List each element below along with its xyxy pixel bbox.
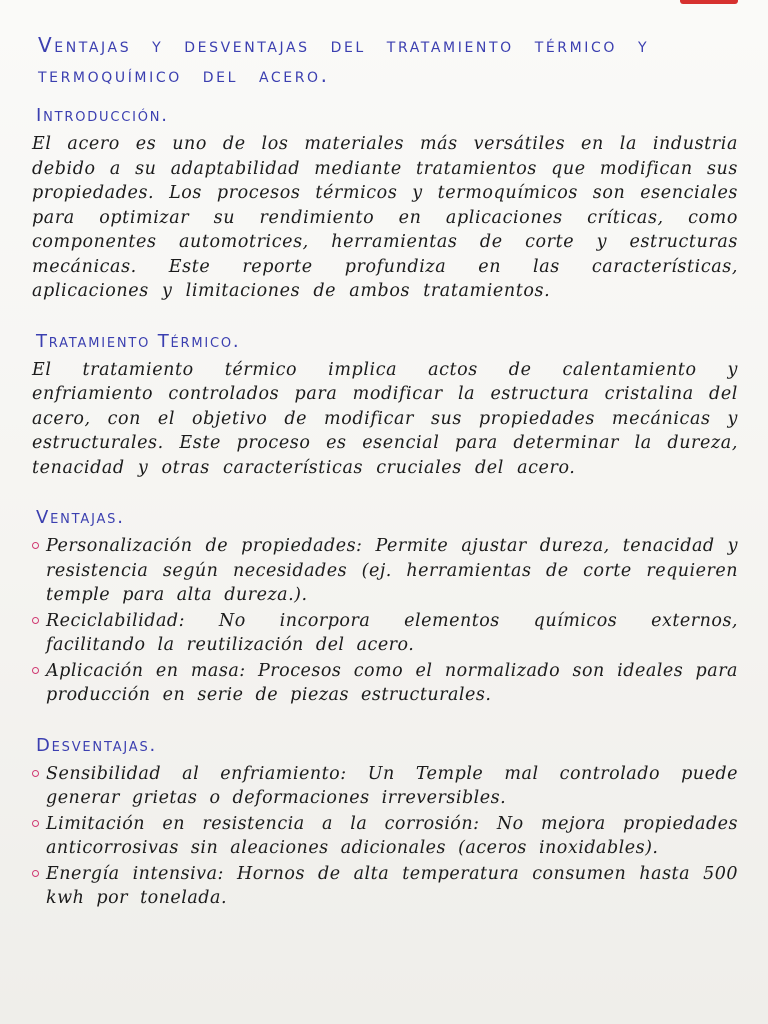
bullet-icon (32, 770, 39, 777)
list-item-text: Reciclabilidad: No incorpora elementos químicos externos, facilitando la reutilización del acero. (46, 610, 738, 655)
section-heading: Desventajas. (36, 734, 158, 756)
section-introduccion (32, 104, 738, 304)
bullet-icon (32, 870, 39, 877)
bullet-icon (32, 667, 39, 674)
section-tratamiento-termico (32, 330, 738, 481)
corner-mark (680, 0, 738, 4)
list-item (32, 762, 738, 811)
section-heading: Introducción. (36, 105, 169, 126)
list-item (32, 862, 738, 911)
desventajas-list (32, 762, 738, 911)
document-title: Ventajas y desventajas del tratamiento térmico y termoquímico del acero. (38, 33, 650, 87)
ventajas-list (32, 534, 738, 708)
handwritten-document (32, 30, 738, 937)
list-item-text: Aplicación en masa: Procesos como el normalizado son ideales para producción en serie de piezas estructurales. (46, 660, 738, 705)
list-item (32, 659, 738, 708)
section-desventajas (32, 734, 738, 911)
section-heading: Ventajas. (36, 507, 125, 528)
list-item (32, 609, 738, 658)
list-item-text: Energía intensiva: Hornos de alta temperatura consumen hasta 500 kwh por tonelada. (46, 863, 738, 908)
list-item (32, 812, 738, 861)
list-item-text: Personalización de propiedades: Permite ajustar dureza, tenacidad y resistencia según necesidades (ej. herramientas de corte requieren temple para alta dureza.). (46, 536, 738, 605)
list-item (32, 534, 738, 608)
bullet-icon (32, 617, 39, 624)
list-item-text: Limitación en resistencia a la corrosión: No mejora propiedades anticorrosivas sin aleaciones adicionales (aceros inoxidables). (46, 813, 738, 858)
list-item-text: Sensibilidad al enfriamiento: Un Temple mal controlado puede generar grietas o deformaciones irreversibles. (46, 763, 738, 808)
bullet-icon (32, 542, 39, 549)
section-ventajas (32, 506, 738, 708)
section-body: El tratamiento térmico implica actos de calentamiento y enfriamiento controlados para modificar la estructura cristalina del acero, con el objetivo de modificar sus propiedades mecánicas y estructurales. Este proceso es esencial para determinar la dureza, tenacidad y otras características cruciales del acero. (32, 359, 738, 478)
section-body: El acero es uno de los materiales más versátiles en la industria debido a su adaptabilidad mediante tratamientos que modifican sus propiedades. Los procesos térmicos y termoquímicos son esenciales para optimizar su rendimiento en aplicaciones críticas, como componentes automotrices, herramientas de corte y estructuras mecánicas. Este reporte profundiza en las características, aplicaciones y limitaciones de ambos tratamientos. (32, 134, 738, 301)
section-heading: Tratamiento Térmico. (36, 330, 241, 352)
bullet-icon (32, 820, 39, 827)
